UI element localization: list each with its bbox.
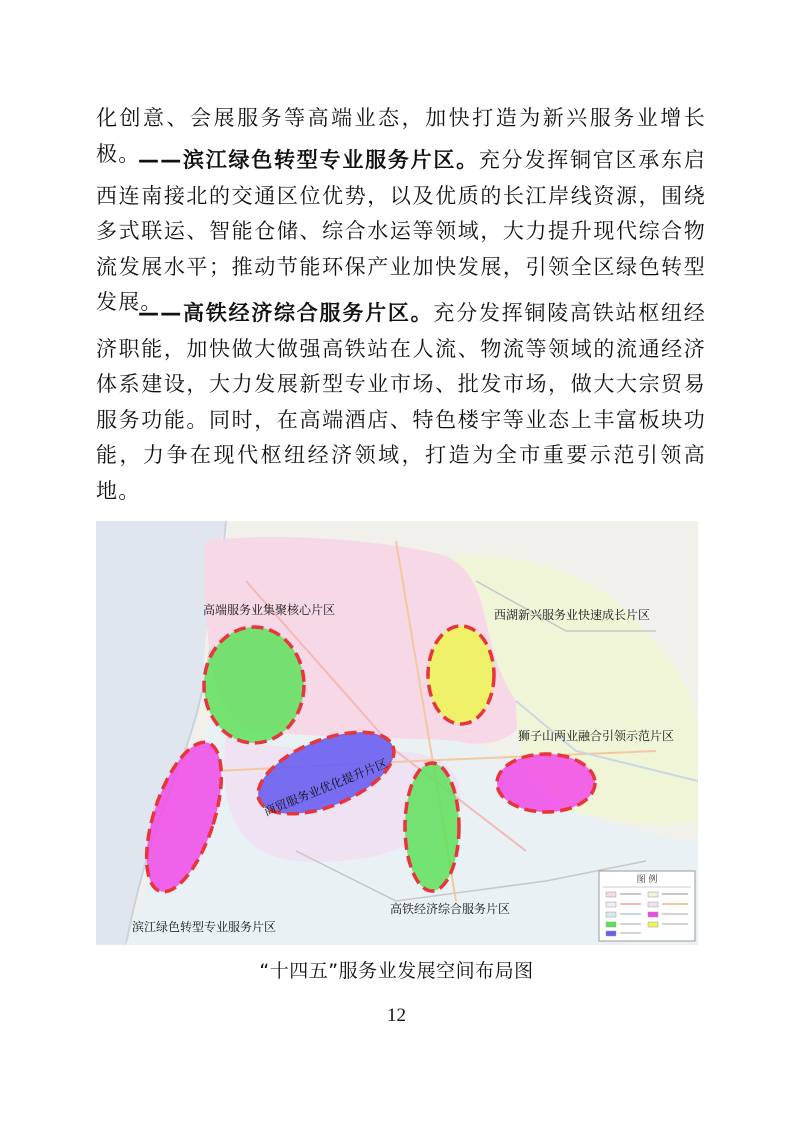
body-binjiang: 充分发挥铜官区承东启西连南接北的交通区位优势，以及优质的长江岸线资源，围绕多式联运、智能仓储、综合水运等领域，大力提升现代综合物流发展水平；推动节能环保产业加快发展，引领全区绿色转型发展。 — [96, 148, 707, 314]
map-legend — [599, 871, 695, 941]
zone-commerce-label: 商贸服务业优化提升片区 — [261, 756, 390, 819]
zone-shizishan-ellipse — [497, 754, 595, 812]
zone-xihu-ellipse — [428, 626, 494, 724]
heading-binjiang: ——滨江绿色转型专业服务片区。 — [138, 148, 479, 172]
zone-xihu-label: 西湖新兴服务业快速成长片区 — [494, 608, 651, 622]
map-svg — [96, 521, 698, 945]
zone-gaotie-ellipse — [405, 763, 459, 891]
legend-title: 图 例 — [636, 875, 658, 885]
paragraph-binjiang — [96, 143, 706, 321]
zone-core-ellipse — [204, 627, 304, 743]
zone-gaotie-label: 高铁经济综合服务片区 — [390, 902, 511, 916]
layout-map — [96, 521, 698, 945]
zone-core-label: 高端服务业集聚核心片区 — [203, 603, 336, 617]
zone-binjiang-label: 滨江绿色转型专业服务片区 — [132, 920, 277, 934]
paragraph-gaotie — [96, 296, 706, 509]
heading-gaotie: ——高铁经济综合服务片区。 — [138, 301, 434, 325]
page-number: 12 — [387, 1005, 406, 1026]
zone-shizishan-label: 狮子山两业融合引领示范片区 — [518, 729, 675, 743]
figure-caption: “十四五”服务业发展空间布局图 — [259, 960, 534, 982]
paragraph-intro-tail: 化创意、会展服务等高端业态，加快打造为新兴服务业增长极。 — [96, 106, 706, 166]
body-gaotie: 充分发挥铜陵高铁站枢纽经济职能，加快做大做强高铁站在人流、物流等领域的流通经济体系建设，大力发展新型专业市场、批发市场，做大大宗贸易服务功能。同时，在高端酒店、特色楼宇等业态上丰富板块功能，力争在现代枢纽经济领域，打造为全市重要示范引领高地。 — [96, 301, 706, 503]
